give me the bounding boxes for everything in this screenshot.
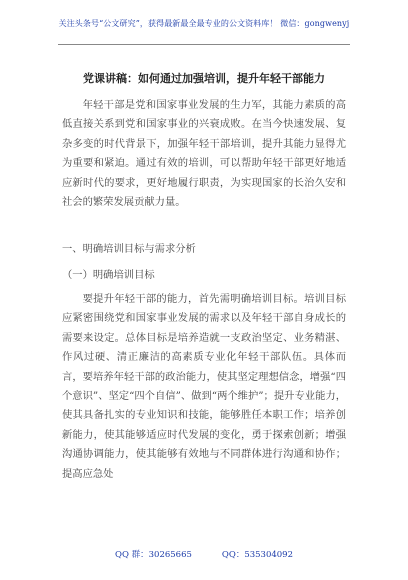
footer-qq-group: QQ 群：30265665 bbox=[114, 550, 192, 560]
body-paragraph-1 bbox=[62, 96, 346, 232]
footer-qq: QQ：535304092 bbox=[221, 550, 293, 560]
footer bbox=[0, 548, 408, 560]
body-paragraph-2 bbox=[62, 290, 346, 552]
section-heading-1: 一、明确培训目标与需求分析 bbox=[62, 243, 196, 255]
paragraph-text: 年轻干部是党和国家事业发展的生力军，其能力素质的高低直接关系到党和国家事业的兴衰成败。在当今快速发展、复杂多变的时代背景下，加强年轻干部培训，提升其能力显得尤为重要和紧迫。通过有效的培训，可以帮助年轻干部更好地适应新时代的要求，更好地履行职责，为实现国家的长治久安和社会的繁荣发展贡献力量。 bbox=[62, 99, 346, 209]
subsection-heading-1: （一）明确培训目标 bbox=[62, 269, 155, 281]
header-divider bbox=[58, 44, 350, 45]
header-banner: 关注头条号“公文研究”，获得最新最全最专业的公文资料库！ 微信：gongwenyj bbox=[58, 19, 350, 28]
paragraph-text: 要提升年轻干部的能力，首先需明确培训目标。培训目标应紧密围绕党和国家事业发展的需求以及年轻干部自身成长的需要来设定。总体目标是培养造就一支政治坚定、业务精湛、作风过硬、清正廉洁的高素质专业化年轻干部队伍。具体而言，要培养年轻干部的政治能力，使其坚定理想信念，增强“四个意识”、坚定“四个自信”、做到“两个维护”；提升专业能力，使其具备扎实的专业知识和技能，能够胜任本职工作；培养创新能力，使其能够适应时代发展的变化，勇于探索创新；增强沟通协调能力，使其能够有效地与不同群体进行沟通和协作；提高应急处 bbox=[62, 293, 346, 480]
document-title: 党课讲稿：如何通过加强培训，提升年轻干部能力 bbox=[83, 72, 325, 85]
